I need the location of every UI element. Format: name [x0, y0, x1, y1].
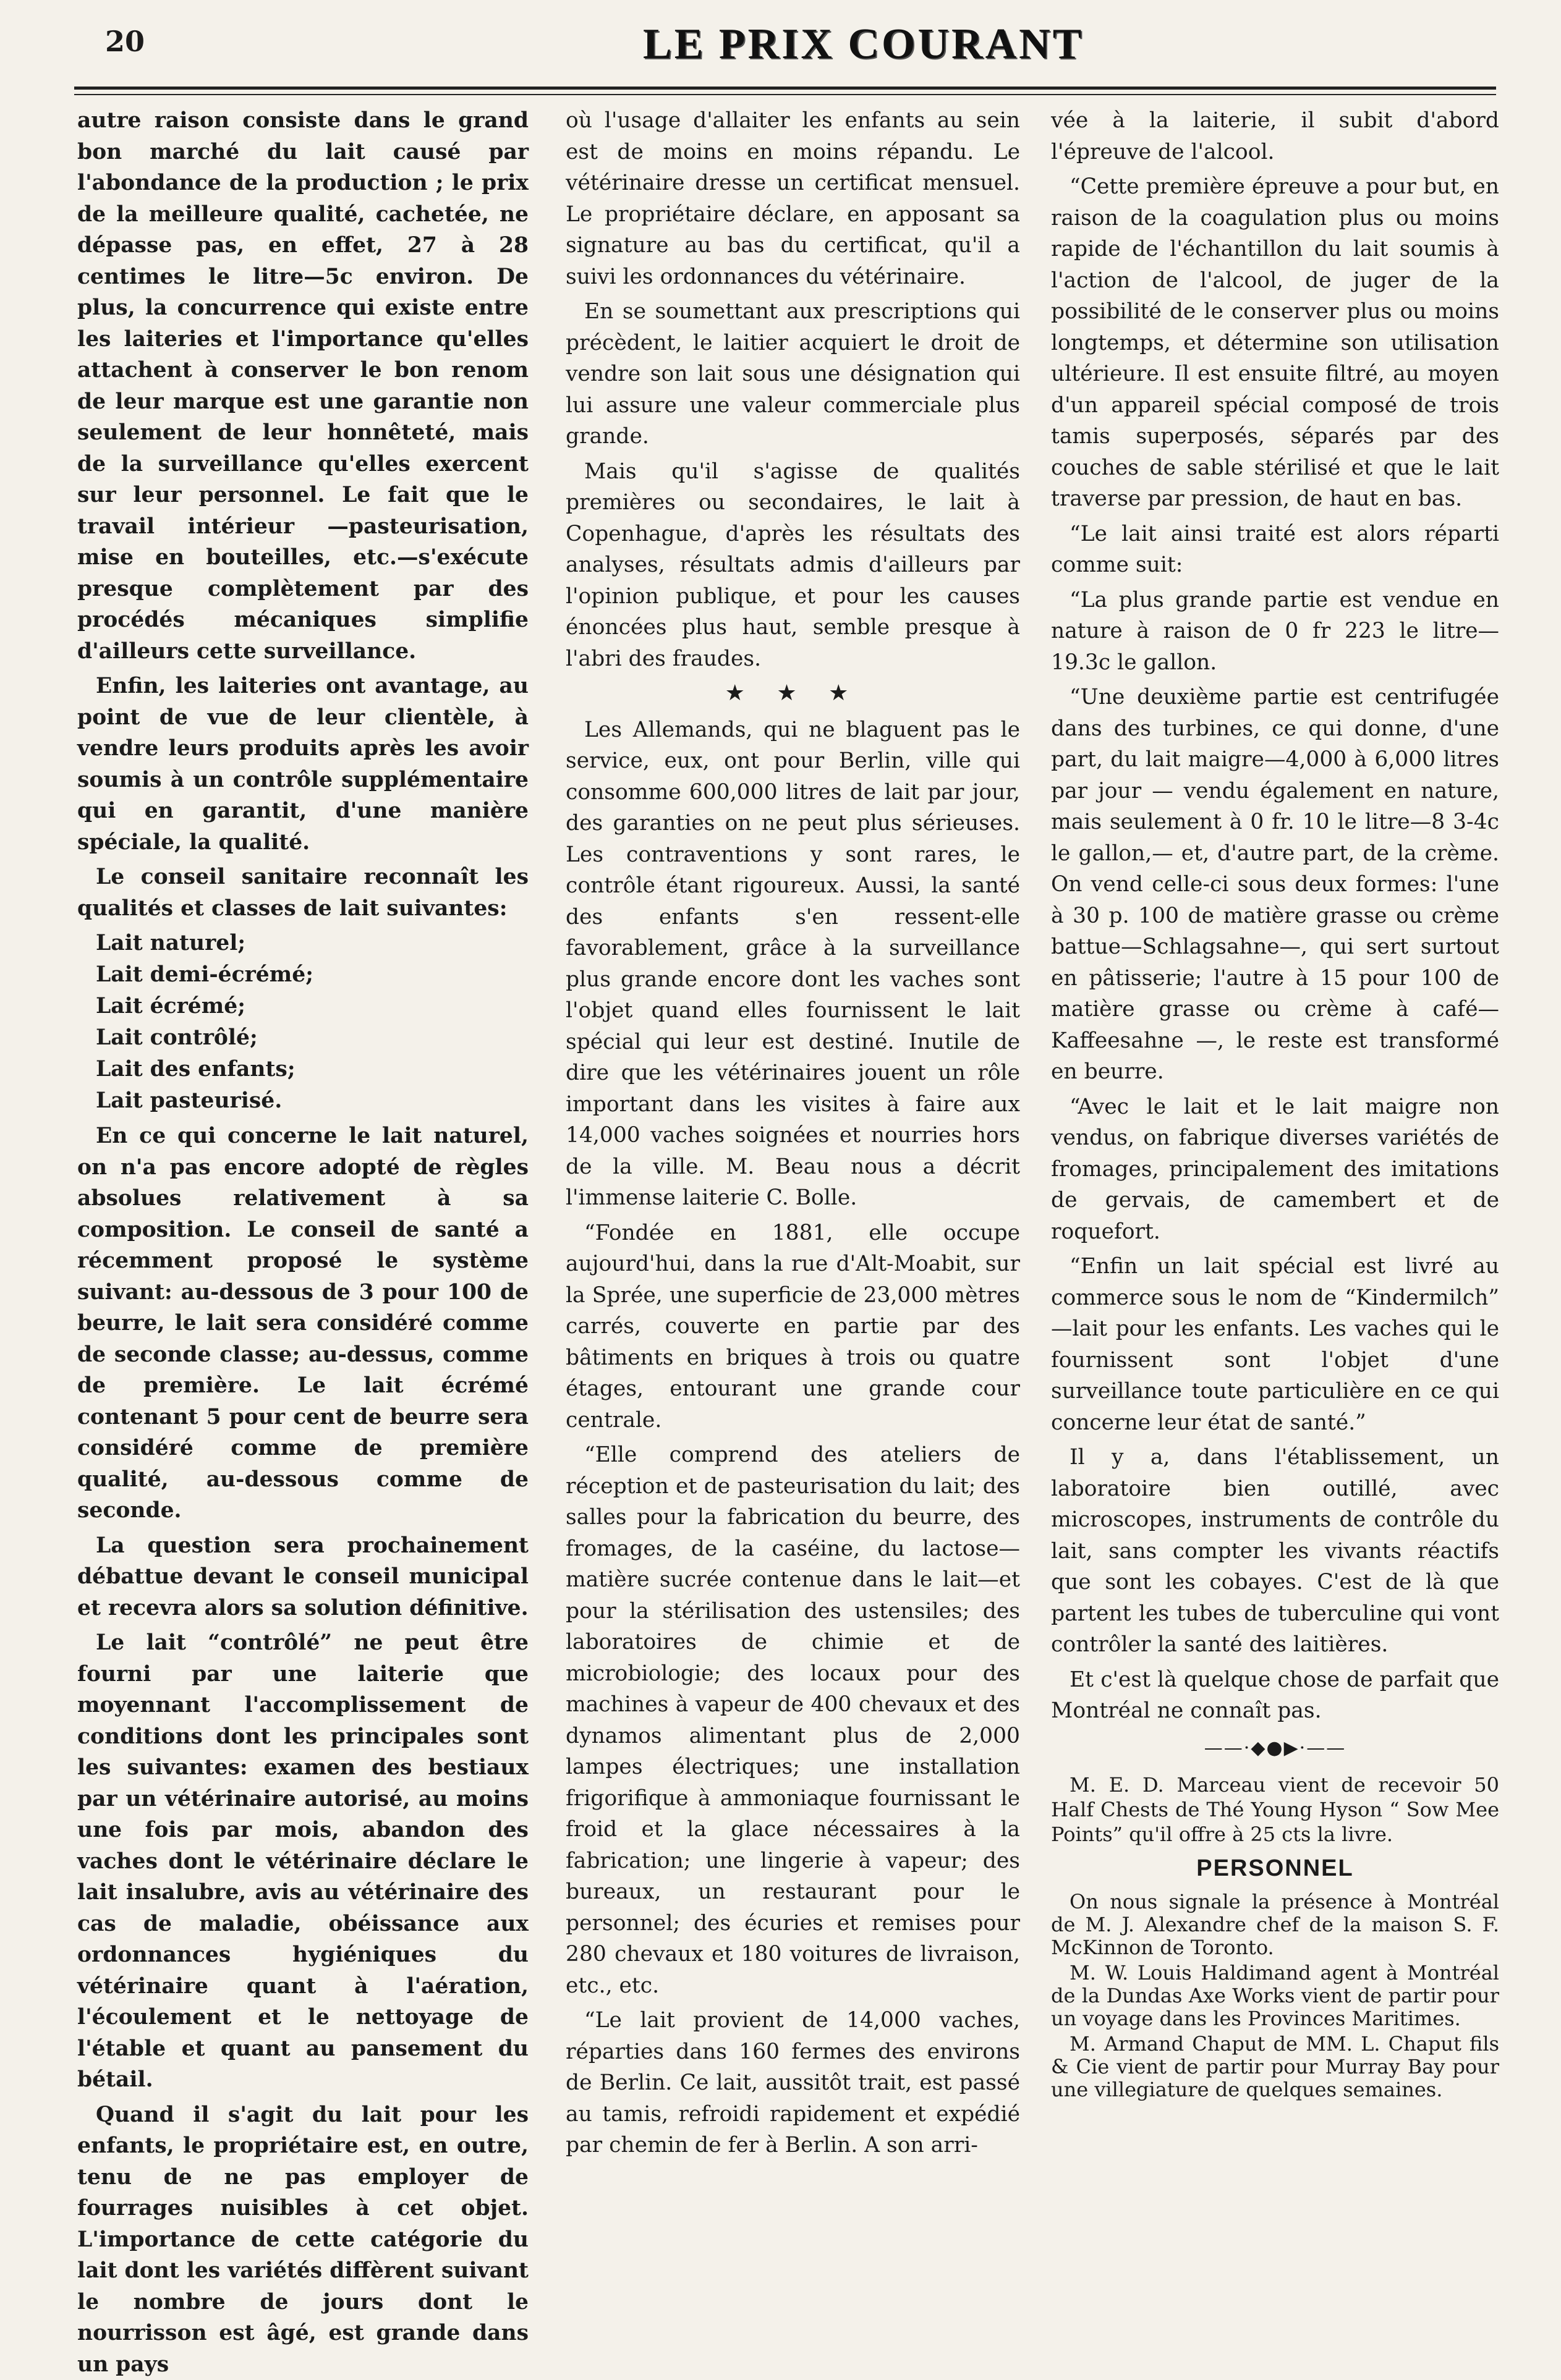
paragraph: “Une deuxième partie est centrifugée dans des turbines, ce qui donne, d'une part, du lait maigre—4,000 à 6,000 litres par jour — vendu également en nature, mais seulement à 0 fr. 10 le litre—8 3-4c le gallon,— et, d'autre part, de la crème. On vend celle-ci sous deux formes: l'une à 30 p. 100 de matière grasse ou crème battue—Schlagsahne—, qui sert surtout en pâtisserie; l'autre à 15 pour 100 de matière grasse ou crème à café—Kaffeesahne —, le reste est transformé en beurre.: [1051, 682, 1499, 1088]
list-item: Lait naturel;: [96, 928, 529, 959]
personnel-section: [1051, 1891, 1499, 2101]
list-item: Lait écrémé;: [96, 991, 529, 1022]
paragraph: “Avec le lait et le lait maigre non vendus, on fabrique diverses variétés de fromages, principalement des imitations de gervais, de camembert et de roquefort.: [1051, 1091, 1499, 1248]
paragraph: “Elle comprend des ateliers de réception et de pasteurisation du lait; des salles pour la fabrication du beurre, des fromages, de la caséine, du lactose—matière sucrée contenue dans le lait—et pour la stérilisation des ustensiles; des laboratoires de chimie et de microbiologie; des locaux pour des machines à vapeur de 400 chevaux et des dynamos alimentant plus de 2,000 lampes électriques; une installation frigorifique à ammoniaque fournissant le froid et la glace nécessaires à la fabrication; une lingerie à vapeur; des bureaux, un restaurant pour le personnel; des écuries et remises pour 280 chevaux et 180 voitures de livraison, etc., etc.: [566, 1439, 1020, 2001]
paragraph: autre raison consiste dans le grand bon marché du lait causé par l'abondance de la production ; le prix de la meilleure qualité, cachetée, ne dépasse pas, en effet, 27 à 28 centimes le litre—5c environ. De plus, la concurrence qui existe entre les laiteries et l'importance qu'elles attachent à conserver le bon renom de leur marque est une garantie non seulement de leur honnêteté, mais de la surveillance qu'elles exercent sur leur personnel. Le fait que le travail intérieur —pasteurisation, mise en bouteilles, etc.—s'exécute presque complètement par des procédés mécaniques simplifie d'ailleurs cette surveillance.: [77, 105, 529, 667]
paragraph: vée à la laiterie, il subit d'abord l'épreuve de l'alcool.: [1051, 105, 1499, 167]
header-rule: [74, 87, 1496, 90]
paragraph: En ce qui concerne le lait naturel, on n'a pas encore adopté de règles absolues relativement à sa composition. Le conseil de santé a récemment proposé le système suivant: au-dessous de 3 pour 100 de beurre, le lait sera considéré comme de seconde classe; au-dessus, comme de première. Le lait écrémé contenant 5 pour cent de beurre sera considéré comme de première qualité, au-dessous comme de seconde.: [77, 1120, 529, 1527]
milk-class-list: [96, 928, 529, 1117]
list-item: Lait demi-écrémé;: [96, 959, 529, 991]
column-2: [566, 105, 1020, 2145]
masthead-logo: LE PRIX COURANT: [643, 20, 1084, 69]
list-item: Lait des enfants;: [96, 1054, 529, 1085]
paragraph: “Le lait provient de 14,000 vaches, réparties dans 160 fermes des environs de Berlin. Ce lait, aussitôt trait, est passé au tamis, refroidi rapidement et expédié par chemin de fer à Berlin. A son arri-: [566, 2005, 1020, 2161]
personnel-heading: PERSONNEL: [1051, 1853, 1499, 1884]
page-number: 20: [105, 25, 145, 58]
paragraph: Les Allemands, qui ne blaguent pas le service, eux, ont pour Berlin, ville qui consomme 600,000 litres de lait par jour, des garanties on ne peut plus sérieuses. Les contraventions y sont rares, le contrôle étant rigoureux. Aussi, la santé des enfants s'en ressent-elle favorablement, grâce à la surveillance plus grande encore dont les vaches sont l'objet quand elles fournissent le lait spécial qui leur est destiné. Inutile de dire que les vétérinaires jouent un rôle important dans les visites à faire aux 14,000 vaches soignées et nourries hors de la ville. M. Beau nous a décrit l'immense laiterie C. Bolle.: [566, 714, 1020, 1214]
ornament-divider: ——·◆●▶·——: [1051, 1733, 1499, 1764]
paragraph: “Cette première épreuve a pour but, en raison de la coagulation plus ou moins rapide de l'échantillon du lait soumis à l'action de l'alcool, de juger de la possibilité de le conserver plus ou moins longtemps, et détermine son utilisation ultérieure. Il est ensuite filtré, au moyen d'un appareil spécial composé de trois tamis superposés, séparés par des couches de sable stérilisé et que le lait traverse par pression, de haut en bas.: [1051, 171, 1499, 515]
paragraph: “Enfin un lait spécial est livré au commerce sous le nom de “Kindermilch” —lait pour les enfants. Les vaches qui le fournissent sont l'objet d'une surveillance toute particulière en ce qui concerne leur état de santé.”: [1051, 1251, 1499, 1438]
paragraph: “La plus grande partie est vendue en nature à raison de 0 fr 223 le litre—19.3c le gallon.: [1051, 585, 1499, 679]
personnel-item: M. Armand Chaput de MM. L. Chaput fils & Cie vient de partir pour Murray Bay pour une villegiature de quelques semaines.: [1051, 2033, 1499, 2101]
personnel-item: On nous signale la présence à Montréal de M. J. Alexandre chef de la maison S. F. McKinnon de Toronto.: [1051, 1891, 1499, 1959]
tea-notice: M. E. D. Marceau vient de recevoir 50 Half Chests de Thé Young Hyson “ Sow Mee Points” qu'il offre à 25 cts la livre.: [1051, 1772, 1499, 1847]
paragraph: En se soumettant aux prescriptions qui précèdent, le laitier acquiert le droit de vendre son lait sous une désignation qui lui assure une valeur commerciale plus grande.: [566, 296, 1020, 452]
paragraph: La question sera prochainement débattue devant le conseil municipal et recevra alors sa solution définitive.: [77, 1530, 529, 1624]
paragraph: Il y a, dans l'établissement, un laboratoire bien outillé, avec microscopes, instruments de contrôle du lait, sans compter les vivants réactifs que sont les cobayes. C'est de là que partent les tubes de tuberculine qui vont contrôler la santé des laitières.: [1051, 1442, 1499, 1661]
list-item: Lait contrôlé;: [96, 1022, 529, 1054]
personnel-item: M. W. Louis Haldimand agent à Montréal de la Dundas Axe Works vient de partir pour un voyage dans les Provinces Maritimes.: [1051, 1962, 1499, 2030]
paragraph: Et c'est là quelque chose de parfait que Montréal ne connaît pas.: [1051, 1664, 1499, 1727]
paragraph: “Fondée en 1881, elle occupe aujourd'hui, dans la rue d'Alt-Moabit, sur la Sprée, une superficie de 23,000 mètres carrés, couverte en partie par des bâtiments en briques à trois ou quatre étages, entourant une grande cour centrale.: [566, 1218, 1020, 1436]
paragraph: où l'usage d'allaiter les enfants au sein est de moins en moins répandu. Le vétérinaire dresse un certificat mensuel. Le propriétaire déclare, en apposant sa signature au bas du certificat, qu'il a suivi les ordonnances du vétérinaire.: [566, 105, 1020, 292]
page-header: [0, 0, 1561, 93]
paragraph: Enfin, les laiteries ont avantage, au point de vue de leur clientèle, à vendre leurs produits après les avoir soumis à un contrôle supplémentaire qui en garantit, d'une manière spéciale, la qualité.: [77, 671, 529, 858]
section-stars: ★ ★ ★: [566, 678, 1020, 709]
paragraph: Mais qu'il s'agisse de qualités premières ou secondaires, le lait à Copenhague, d'après les résultats des analyses, résultats admis d'ailleurs par l'opinion publique, et pour les causes énoncées plus haut, semble presque à l'abri des fraudes.: [566, 456, 1020, 675]
paragraph: Quand il s'agit du lait pour les enfants, le propriétaire est, en outre, tenu de ne pas employer de fourrages nuisibles à cet objet. L'importance de cette catégorie du lait dont les variétés diffèrent suivant le nombre de jours dont le nourrisson est âgé, est grande dans un pays: [77, 2099, 529, 2380]
paragraph: Le lait “contrôlé” ne peut être fourni par une laiterie que moyennant l'accomplissement de conditions dont les principales sont les suivantes: examen des bestiaux par un vétérinaire autorisé, au moins une fois par mois, abandon des vaches dont le vétérinaire déclare le lait insalubre, avis au vétérinaire des cas de maladie, obéissance aux ordonnances hygiéniques du vétérinaire quant à l'aération, l'écoulement et le nettoyage de l'étable et quant au pansement du bétail.: [77, 1627, 529, 2096]
header-rule-thin: [74, 94, 1496, 95]
paragraph: “Le lait ainsi traité est alors réparti comme suit:: [1051, 519, 1499, 581]
paragraph: Le conseil sanitaire reconnaît les qualités et classes de lait suivantes:: [77, 862, 529, 924]
list-item: Lait pasteurisé.: [96, 1085, 529, 1117]
column-3: [1051, 105, 1499, 2145]
column-1: [77, 105, 529, 2145]
